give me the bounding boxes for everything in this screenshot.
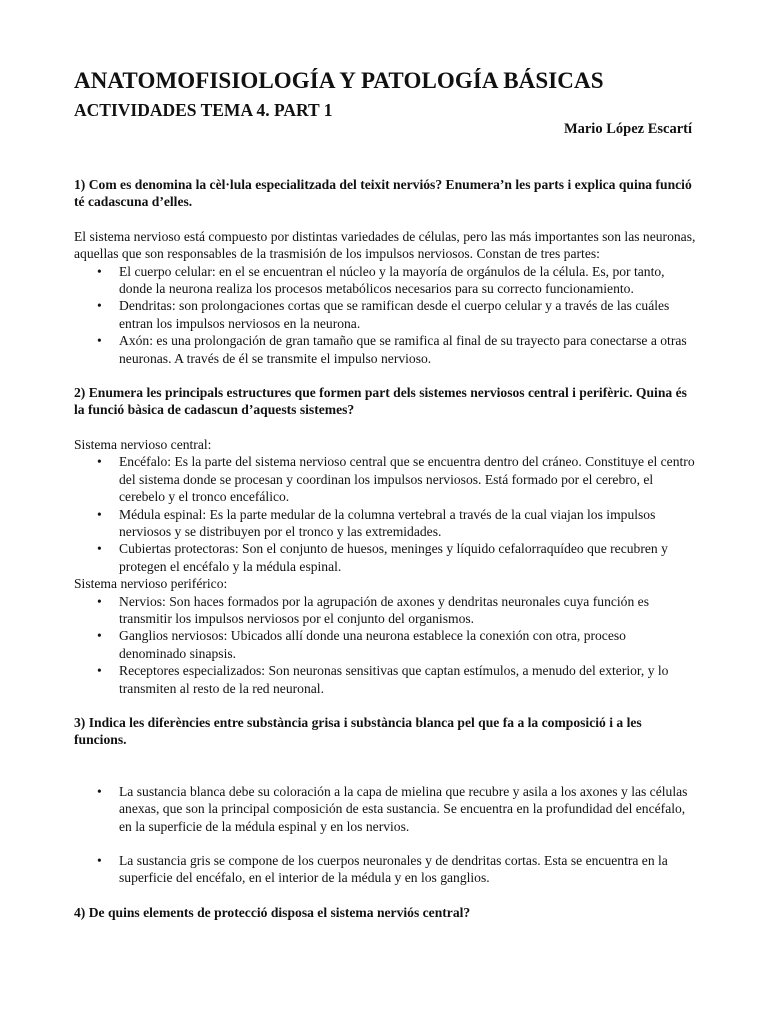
document-body: [74, 176, 696, 938]
central-system-label: Sistema nervioso central:: [74, 436, 212, 452]
bullet-icon: •: [97, 454, 102, 470]
bullet-icon: •: [97, 783, 102, 799]
bullet-icon: •: [97, 593, 102, 609]
list-item: • Cubiertas protectoras: Son el conjunto de huesos, meninges y líquido cefalorraquídeo que recubren y protegen el encéfalo y la médula espinal.: [97, 541, 668, 574]
answer-3-list-continued: [74, 852, 696, 887]
document-subtitle: ACTIVIDADES TEMA 4. PART 1: [74, 100, 333, 120]
bullet-icon: •: [97, 663, 102, 679]
list-item: • Encéfalo: Es la parte del sistema nervioso central que se encuentra dentro del cráneo. Constituye el centro del sistema donde se procesan y coordinan los impulsos nerviosos. Está formado por el cerebro, el cerebelo y el tronco encefálico.: [97, 454, 695, 505]
bullet-icon: •: [97, 263, 102, 279]
bullet-icon: •: [97, 506, 102, 522]
bullet-icon: •: [97, 628, 102, 644]
answer-1-list: [74, 263, 696, 367]
question-2: 2) Enumera les principals estructures que formen part dels sistemes nerviosos central i perifèric. Quina és la funció bàsica de cadascun d’aquests sistemes?: [74, 385, 687, 418]
list-item: • Receptores especializados: Son neuronas sensitivas que captan estímulos, a menudo del exterior, y lo transmiten al resto de la red neuronal.: [97, 663, 669, 696]
question-3: 3) Indica les diferències entre substància grisa i substància blanca pel que fa a la composició i a les funcions.: [74, 714, 642, 748]
list-item: • Nervios: Son haces formados por la agrupación de axones y dendritas neuronales cuya función es transmitir los impulsos nerviosos por el conjunto del organismos.: [97, 593, 649, 626]
peripheral-system-label: Sistema nervioso periférico:: [74, 576, 228, 592]
list-item: • La sustancia blanca debe su coloración a la capa de mielina que recubre y asila a los axones y las células anexas, que son la principal composición de esta sustancia. Se encuentra en la profundidad del encéfalo, en la superficie de la médula espinal y en los nervios.: [97, 783, 688, 834]
answer-3-list: [74, 783, 696, 835]
question-4: 4) De quins elements de protecció disposa el sistema nerviós central?: [74, 904, 471, 920]
peripheral-system-list: [74, 593, 696, 697]
list-item: • Axón: es una prolongación de gran tamaño que se ramifica al final de su trayecto para conectarse a otras neuronas. A través de él se transmite el impulso nervioso.: [97, 333, 687, 366]
list-item: • Médula espinal: Es la parte medular de la columna vertebral a través de la cual viajan los impulsos nerviosos y se distribuyen por el tronco y las extremidades.: [97, 506, 656, 539]
bullet-icon: •: [97, 541, 102, 557]
author-name: Mario López Escartí: [563, 121, 692, 137]
central-system-list: [74, 453, 696, 575]
list-item: • El cuerpo celular: en el se encuentran el núcleo y la mayoría de orgánulos de la célula. Es, por tanto, donde la neurona realiza los procesos metabólicos necesarios para su correcto funcionamiento.: [97, 263, 665, 297]
bullet-icon: •: [97, 333, 102, 349]
list-item: • Ganglios nerviosos: Ubicados allí donde una neurona establece la conexión con otra, proceso denominado sinapsis.: [97, 628, 626, 661]
list-item: • La sustancia gris se compone de los cuerpos neuronales y de dendritas cortas. Esta se encuentra en la superficie del encéfalo, en el interior de la médula y en los ganglios.: [97, 853, 668, 886]
bullet-icon: •: [97, 298, 102, 314]
list-item: • Dendritas: son prolongaciones cortas que se ramifican desde el cuerpo celular y a través de las cuáles entran los impulsos nerviosos en la neurona.: [97, 298, 670, 331]
bullet-icon: •: [97, 853, 102, 868]
question-1: 1) Com es denomina la cèl·lula especialitzada del teixit nerviós? Enumera’n les parts i explica quina funció té cadascuna d’elles.: [74, 177, 692, 210]
answer-1-intro: El sistema nervioso está compuesto por distintas variedades de células, pero las más importantes son las neuronas, aquellas que son responsables de la trasmisión de los impulsos nerviosos. Constan de tres partes:: [74, 228, 696, 262]
document-title: ANATOMOFISIOLOGÍA Y PATOLOGÍA BÁSICAS: [74, 68, 604, 93]
